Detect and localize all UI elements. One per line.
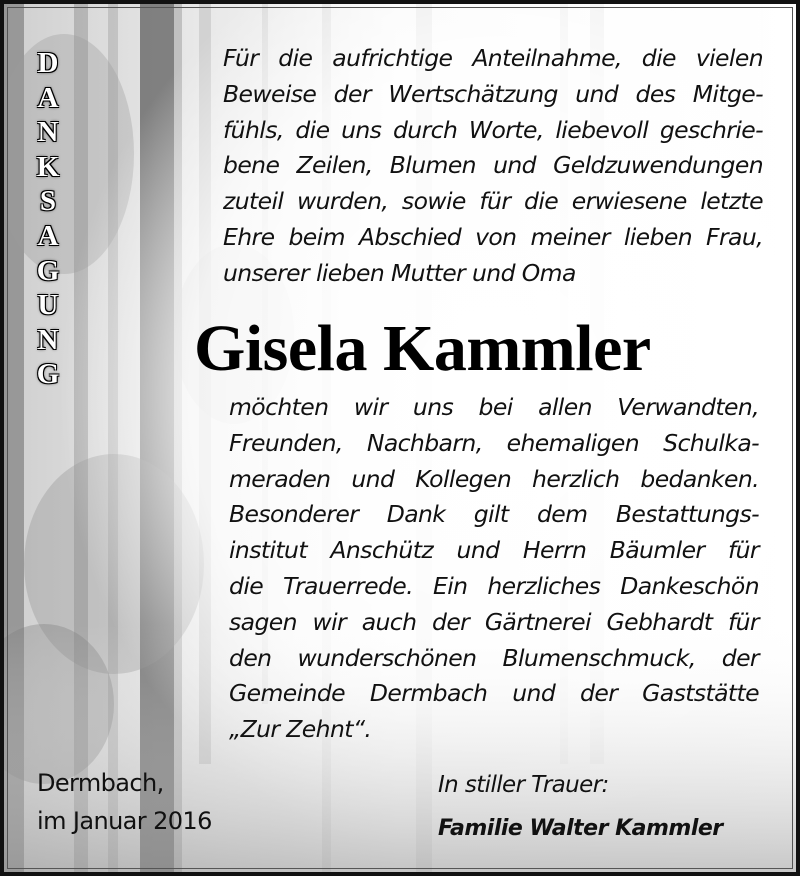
intro-line: Ehre beim Abschied von meiner lieben Frau, xyxy=(223,222,763,251)
intro-line: zuteil wurden, sowie für die erwiesene letzte xyxy=(223,187,763,216)
vertical-letter: A xyxy=(37,81,59,114)
thanks-line: sagen wir auch der Gärtnerei Gebhardt für xyxy=(229,607,759,636)
thanks-paragraph xyxy=(229,390,759,748)
vertical-letter: S xyxy=(39,185,57,218)
thanks-line: institut Anschütz und Herrn Bäumler für xyxy=(229,536,759,565)
vertical-title-danksagung xyxy=(26,46,70,496)
family-name: Familie Walter Kammler xyxy=(438,816,723,841)
intro-line: unserer lieben Mutter und Oma xyxy=(223,258,576,287)
deceased-name: Gisela Kammler xyxy=(194,312,651,385)
vertical-letter: G xyxy=(36,254,60,287)
place-line: Dermbach, xyxy=(37,769,164,797)
thanks-line: Gemeinde Dermbach und der Gaststätte xyxy=(229,679,759,708)
vertical-letter: A xyxy=(37,219,59,252)
intro-line: fühls, die uns durch Worte, liebevoll geschrie- xyxy=(223,115,763,144)
intro-line: bene Zeilen, Blumen und Geldzuwendungen xyxy=(223,151,763,180)
thanks-line: die Trauerrede. Ein herzliches Dankeschön xyxy=(229,571,759,600)
thanks-line: meraden und Kollegen herzlich bedanken. xyxy=(229,464,759,493)
thanks-line: möchten wir uns bei allen Verwandten, xyxy=(229,393,759,421)
vertical-letter: N xyxy=(37,116,59,149)
signature-block xyxy=(438,764,723,850)
mourning-phrase: In stiller Trauer: xyxy=(438,772,609,798)
thanks-line: Besonderer Dank gilt dem Bestattungs- xyxy=(229,500,759,529)
intro-line: Für die aufrichtige Anteilnahme, die vielen xyxy=(223,44,763,72)
place-and-date xyxy=(37,764,212,840)
intro-paragraph xyxy=(223,41,763,292)
vertical-letter: K xyxy=(36,150,60,183)
thanks-line: den wunderschönen Blumenschmuck, der xyxy=(229,643,759,672)
vertical-letter: U xyxy=(37,289,59,322)
intro-line: Beweise der Wertschätzung und des Mitge- xyxy=(223,79,763,108)
vertical-letter: G xyxy=(36,358,60,391)
vertical-letter: N xyxy=(37,323,59,356)
date-line: im Januar 2016 xyxy=(37,807,212,835)
thanks-line: „Zur Zehnt“. xyxy=(229,715,372,744)
vertical-letter: D xyxy=(37,47,59,79)
thanks-line: Freunden, Nachbarn, ehemaligen Schulka- xyxy=(229,428,759,457)
